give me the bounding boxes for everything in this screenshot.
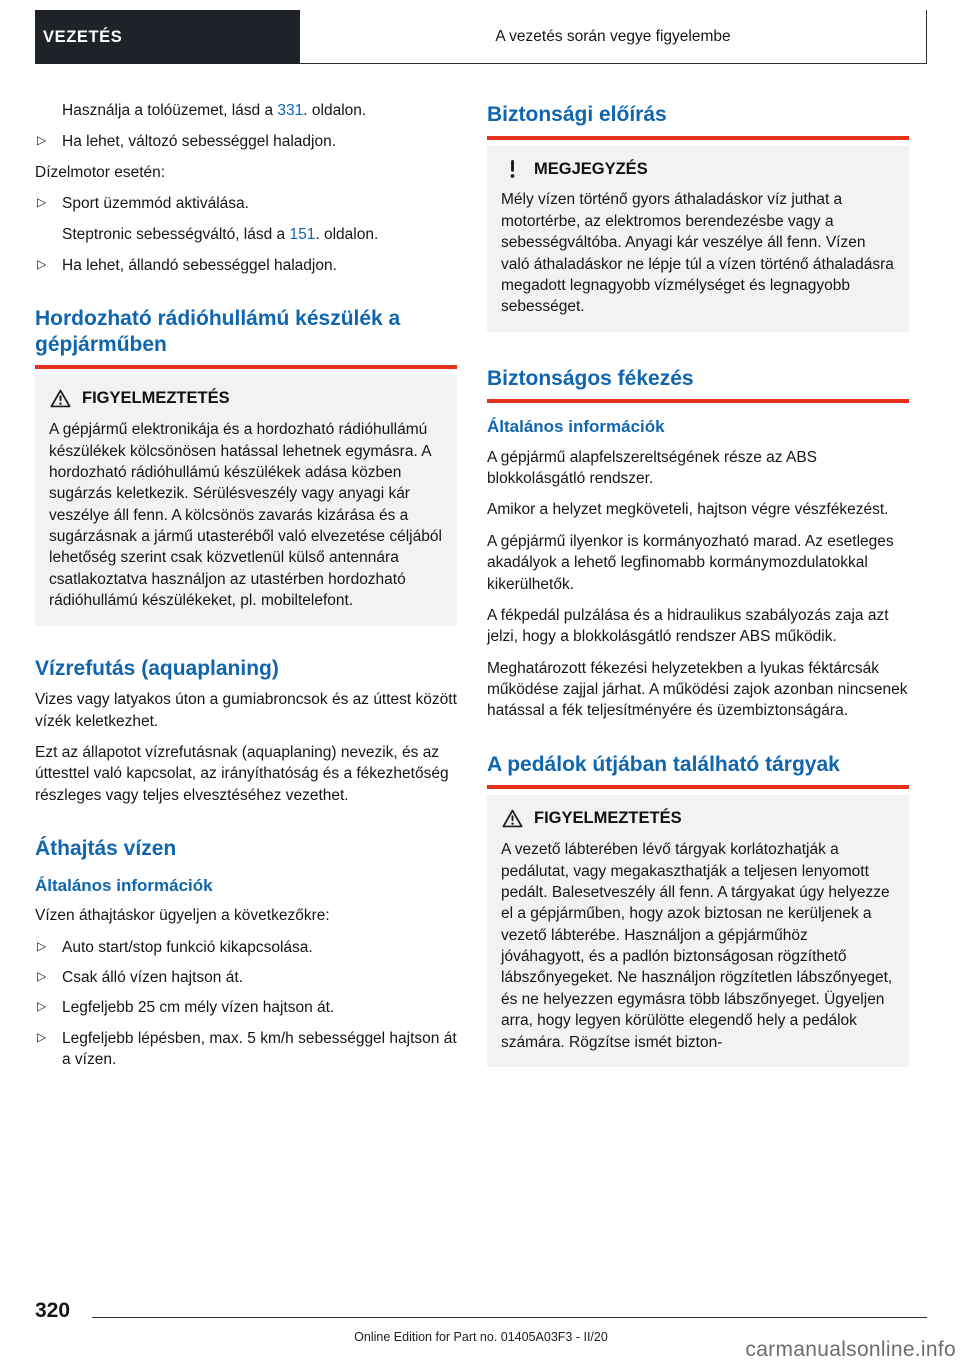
triangle-bullet-icon: ▷ xyxy=(37,1029,47,1044)
list-item-text: Ha lehet, változó sebességgel haladjon. xyxy=(62,133,337,151)
heading-safety-information: Biztonsági előírás xyxy=(487,103,667,126)
heading-accent-rule xyxy=(487,399,909,403)
note-box xyxy=(487,146,909,332)
text-run: . oldalon. xyxy=(315,225,379,243)
note-text: Mély vízen történő gyors áthaladáskor víz juthat a motortérbe, az elektromos berendezésbe vagy a sebességváltóba. Anyagi kár veszélye áll fenn. Vízen való áthaladáskor ne lépje túl a vízen történő áthaladásra megadott legnagyobb vízmélységet és legnagyobb sebességet. xyxy=(501,191,894,316)
exclamation-icon xyxy=(501,159,523,179)
triangle-bullet-icon: ▷ xyxy=(37,195,47,210)
chapter-tab xyxy=(35,10,300,64)
content-columns xyxy=(35,100,927,1083)
list-item-text: Legfeljebb lépésben, max. 5 km/h sebességgel hajtson át a vízen. xyxy=(62,1029,457,1069)
paragraph-diesel: Dízelmotor esetén: xyxy=(35,163,166,181)
paragraph: Vízen áthajtáskor ügyeljen a következőkre: xyxy=(35,907,330,925)
section-title-label: A vezetés során vegye figyelembe xyxy=(495,27,731,45)
text-run: Használja a tolóüzemet, lásd a xyxy=(62,102,278,119)
heading-accent-rule xyxy=(35,365,457,369)
header-section xyxy=(300,10,927,64)
list-item xyxy=(35,131,457,152)
page-header xyxy=(35,10,927,64)
heading-accent-rule xyxy=(487,785,909,789)
heading-mobile-radio-devices: Hordozható rádióhullámú készülék a gépjárműben xyxy=(35,307,401,356)
paragraph-coasting-ref xyxy=(35,100,457,121)
page-link-331[interactable]: 331 xyxy=(277,102,304,119)
heading-accent-rule xyxy=(487,136,909,140)
heading-aquaplaning: Vízrefutás (aquaplaning) xyxy=(35,656,279,680)
heading-objects-near-pedals: A pedálok útjában található tárgyak xyxy=(487,752,840,776)
list-item xyxy=(35,967,457,988)
list-item xyxy=(35,997,457,1018)
triangle-bullet-icon: ▷ xyxy=(37,999,47,1014)
footer-divider xyxy=(92,1317,927,1318)
heading-driving-through-water: Áthajtás vízen xyxy=(35,837,177,861)
page-link-151[interactable]: 151 xyxy=(289,225,316,243)
paragraph: A gépjármű ilyenkor is kormányozható marad. Az esetleges akadályok a lehető legfinomabb kormánymozdulatokkal kikerülhetők. xyxy=(487,532,894,593)
page-number: 320 xyxy=(35,1299,71,1322)
warning-text: A gépjármű elektronikája és a hordozható rádióhullámú készülékek kölcsönösen hatással lehetnek egymásra. A hordozható rádióhullámú készülékek adása közben sugárzás keletkezik. Sérülésveszély vagy anyagi kár veszélye áll fenn. A kölcsönös zavarás kizárása és a sugárzásnak a jármű utasteréből való elvezetése céljából lehetőség szerint csak közvetlenül külső antennára csatlakoztatva használjon az utastérben hordozható rádióhullámú készülékeket, pl. mobiltelefont. xyxy=(49,421,442,610)
paragraph: Vizes vagy latyakos úton a gumiabroncsok és az úttest között vízék keletkezhet. xyxy=(35,691,457,730)
note-title: MEGJEGYZÉS xyxy=(534,159,648,178)
warning-header xyxy=(49,387,443,410)
triangle-bullet-icon: ▷ xyxy=(37,256,47,271)
note-header xyxy=(501,158,895,181)
subheading-general-information: Általános információk xyxy=(35,875,213,895)
paragraph: Ezt az állapotot vízrefutásnak (aquaplaning) nevezik, és az úttesttel való kapcsolat, az irányíthatóság és a fékezhetőség részleges vagy teljes elvesztéséhez vezethet. xyxy=(35,743,449,804)
warning-box xyxy=(35,375,457,625)
paragraph-steptronic-ref xyxy=(35,224,457,245)
paragraph: A gépjármű alapfelszereltségének része az ABS blokkolásgátló rendszer. xyxy=(487,448,817,488)
triangle-bullet-icon: ▷ xyxy=(37,133,47,148)
subheading-general-information: Általános információk xyxy=(487,417,665,437)
paragraph: Amikor a helyzet megköveteli, hajtson végre vészfékezést. xyxy=(487,501,889,519)
warning-text: A vezető lábterében lévő tárgyak korlátozhatják a pedálutat, vagy megakaszthatják a teljesen lenyomott pedált. Balesetveszély áll fenn. A tárgyakat úgy helyezze el a gépjárműben, hogy azok biztosan ne kerüljenek a vezető lábterébe. Használjon a gépjárműhöz jóváhagyott, és a padlón biztonságosan rögzíthető lábszőnyegeket. Ne használjon rögzítetlen lábszőnyeget, és ne helyezzen egymásra több lábszőnyeget. Ügyeljen arra, hogy legyen körülötte elegendő hely a pedálok számára. Rögzítse ismét bizton- xyxy=(501,841,893,1051)
list-item xyxy=(35,193,457,214)
list-item xyxy=(35,1028,457,1071)
list-item-text: Sport üzemmód aktiválása. xyxy=(62,195,249,213)
text-run: . oldalon. xyxy=(303,102,367,119)
chapter-tab-label: VEZETÉS xyxy=(43,27,123,46)
warning-triangle-icon xyxy=(501,809,523,828)
edition-note: Online Edition for Part no. 01405A03F3 - II/20 xyxy=(354,1330,608,1344)
text-run: Steptronic sebességváltó, lásd a xyxy=(62,225,290,243)
warning-triangle-icon xyxy=(49,389,71,408)
warning-title: FIGYELMEZTETÉS xyxy=(534,809,682,828)
list-item-text: Ha lehet, állandó sebességgel haladjon. xyxy=(62,256,337,274)
right-column xyxy=(487,100,909,1083)
watermark: carmanualsonline.info xyxy=(745,1338,956,1361)
warning-header xyxy=(501,807,895,830)
triangle-bullet-icon: ▷ xyxy=(37,938,47,953)
list-item xyxy=(35,937,457,958)
list-item xyxy=(35,255,457,276)
footer-row xyxy=(35,1300,927,1321)
paragraph: A fékpedál pulzálása és a hidraulikus szabályozás zaja azt jelzi, hogy a blokkolásgátló rendszer ABS működik. xyxy=(487,606,889,646)
heading-braking-safely: Biztonságos fékezés xyxy=(487,366,694,390)
list-item-text: Auto start/stop funkció kikapcsolása. xyxy=(62,938,313,956)
list-item-text: Legfeljebb 25 cm mély vízen hajtson át. xyxy=(62,999,335,1017)
left-column xyxy=(35,100,457,1083)
list-item-text: Csak álló vízen hajtson át. xyxy=(62,968,243,986)
warning-box xyxy=(487,795,909,1067)
triangle-bullet-icon: ▷ xyxy=(37,968,47,983)
paragraph: Meghatározott fékezési helyzetekben a lyukas féktárcsák működése zajjal járhat. A működési zajok azonban nincsenek hatással a fék teljesítményére és üzembiztonságára. xyxy=(487,659,908,720)
warning-title: FIGYELMEZTETÉS xyxy=(82,389,230,408)
